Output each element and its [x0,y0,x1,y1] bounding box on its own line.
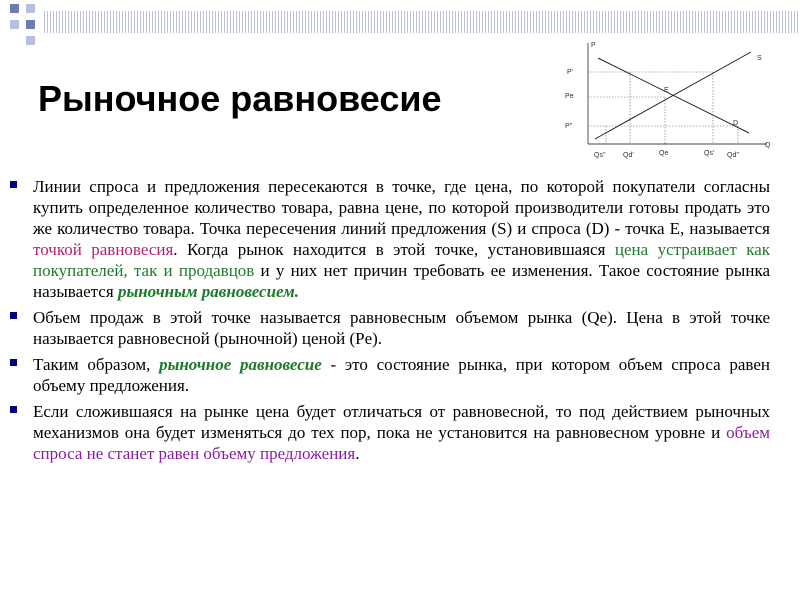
bullet-square-icon [10,181,17,188]
bullet-text [33,176,770,302]
highlighted-text: цена устраивает как покупателей, так и продавцов [33,240,770,280]
axis-p-label: P [591,42,596,49]
highlighted-text: точкой равновесия [33,240,174,259]
y-label-p2: P'' [565,123,573,130]
demand-label: D [733,120,739,127]
text-run: Объем продаж в этой точке называется равновесным объемом рынка (Qe). Цена в этой точке называется равновесной (рыночной) ценой (Pe). [33,308,770,348]
bullet-item [10,401,770,464]
text-run: Линии спроса и предложения пересекаются в точке, где цена, по которой покупатели согласны купить определенное количество товара, равна цене, по которой производители готовы продать это же количество товара. Точка пересечения линий предложения (S) и спроса (D) - точка Е, называется [33,177,770,238]
text-run: - это состояние рынка, при котором объем спроса равен объему предложения. [33,355,770,395]
bullet-square-icon [10,312,17,319]
y-label-p1: P' [567,69,574,76]
deco-square-3 [26,20,35,29]
slide-title: Рыночное равновесие [38,78,442,119]
bullet-text [33,307,770,349]
bullet-item [10,354,770,396]
axis-q-label: Q [765,142,771,149]
decorative-stripe-band [44,11,800,33]
text-run: Если сложившаяся на рынке цена будет отличаться от равновесной, то под действием рыночных механизмов она будет изменяться до тех пор, пока не установится на равновесном уровне и [33,402,770,442]
x-label-qe: Qe [659,150,669,157]
x-label-qs2: Qs'' [594,152,606,159]
bullet-text [33,354,770,396]
deco-square-4 [10,20,19,29]
bullet-list [10,176,770,469]
deco-square-2 [26,4,35,13]
bullet-item [10,307,770,349]
bullet-item [10,176,770,302]
text-run: . Когда рынок находится в этой точке, установившаяся [173,240,615,259]
text-run: и у них нет причин требовать ее изменения. Такое состояние рынка называется [33,261,771,301]
highlighted-text: объем спроса не станет равен объему предложения [33,423,770,463]
supply-demand-graph [555,38,785,166]
demand-line [598,58,749,133]
bullet-square-icon [10,359,17,366]
highlighted-text: рыночным равновесием. [117,282,300,301]
bullet-text [33,401,770,464]
y-label-pe: Pe [565,93,574,100]
bullet-square-icon [10,406,17,413]
highlighted-text: рыночное равновесие [159,355,322,374]
deco-square-5 [26,36,35,45]
text-run: . [355,444,360,463]
deco-square-1 [10,4,19,13]
text-run: Таким образом, [33,355,160,374]
x-label-qs1: Qs' [704,150,715,157]
x-label-qd1: Qd' [623,152,634,159]
equilibrium-point-label: E [664,87,669,94]
supply-label: S [757,55,762,62]
x-label-qd2: Qd'' [727,152,740,159]
